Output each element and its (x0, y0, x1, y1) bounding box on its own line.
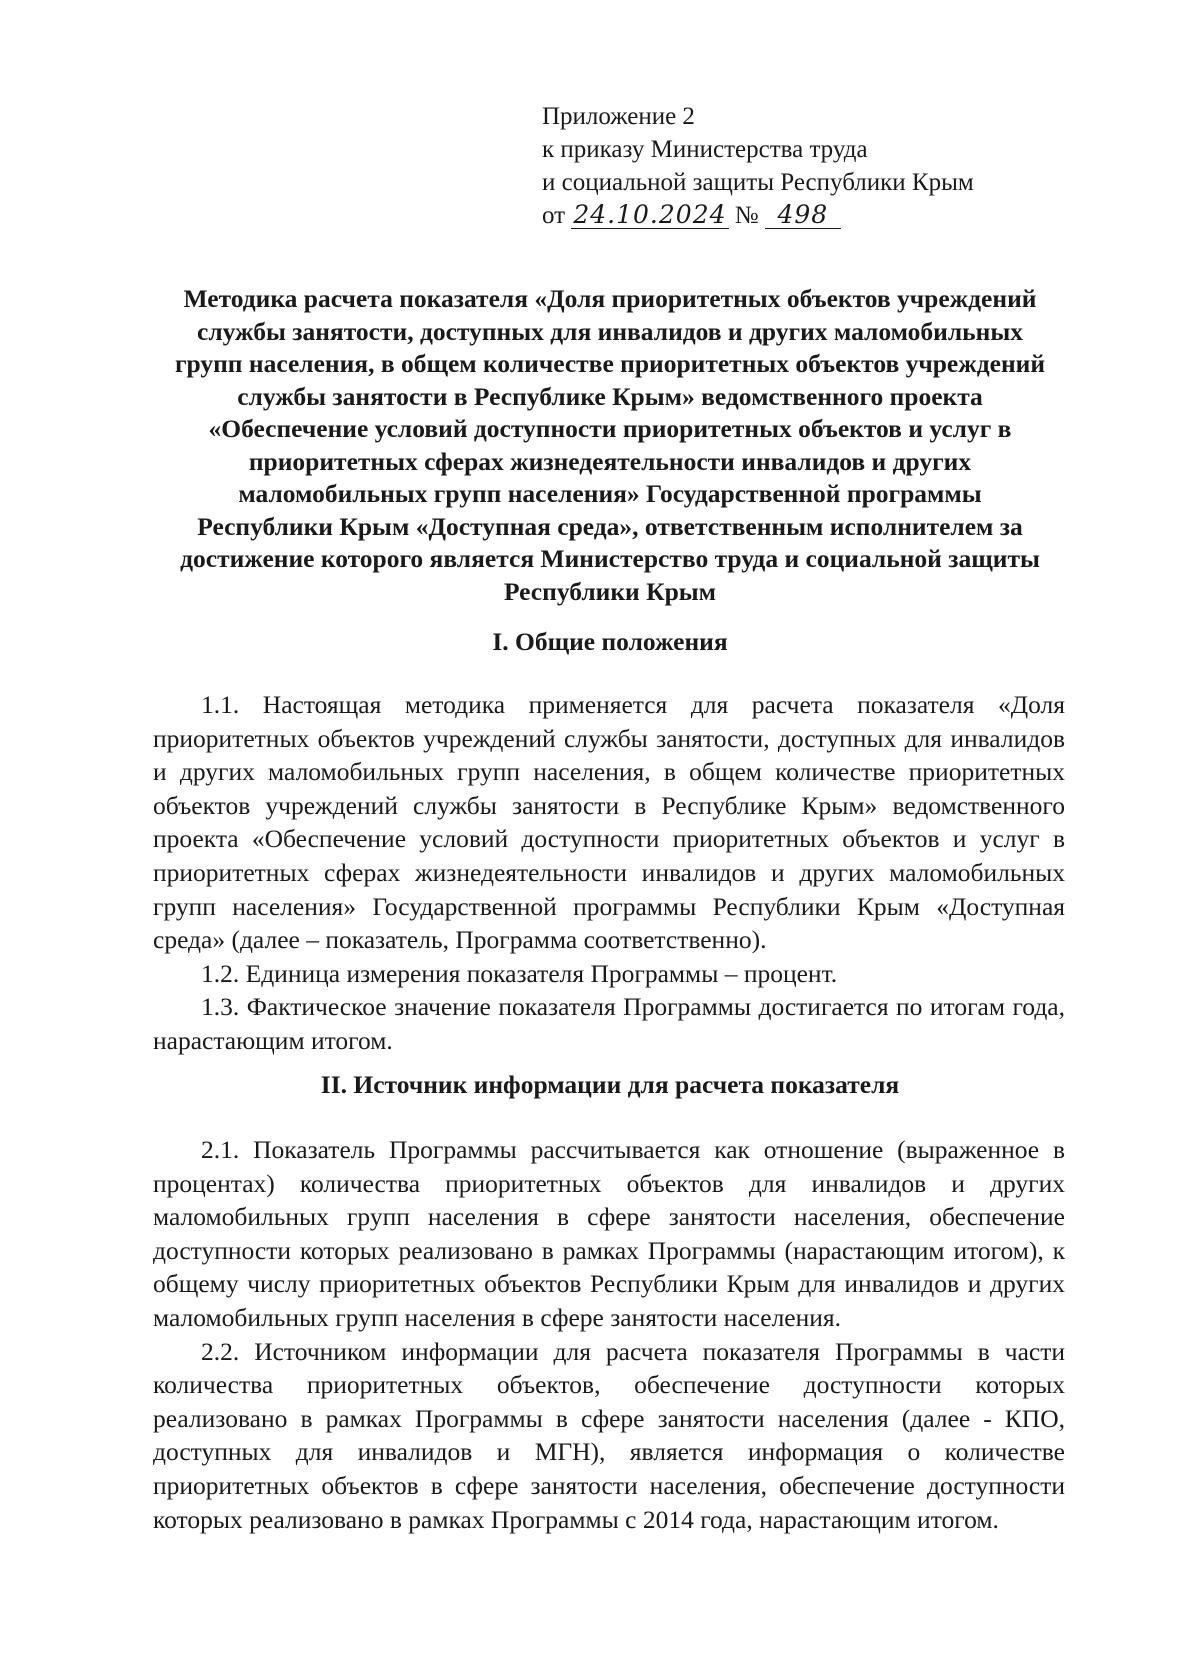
handwritten-date: 24.10.2024 (573, 200, 727, 229)
title-line: Республики Крым «Доступная среда», ответственным исполнителем за (197, 511, 1023, 541)
paragraph-2-1: 2.1. Показатель Программы рассчитывается как отношение (выраженное в процентах) количества приоритетных объектов для инвалидов и других маломобильных групп населения в сфере занятости населения, обеспечение доступности которых реализовано в рамках Программы (нарастающим итогом), к общему числу приоритетных объектов Республики Крым для инвалидов и других маломобильных групп населения в сфере занятости населения. (153, 1135, 1065, 1332)
appendix-date-line (542, 199, 1062, 232)
number-sign: № (734, 202, 759, 229)
title-line: Методика расчета показателя «Доля приоритетных объектов учреждений (183, 284, 1037, 313)
document-title (150, 283, 1070, 608)
appendix-line-2: к приказу Министерства труда (542, 136, 868, 163)
title-line: службы занятости в Республике Крым» ведомственного проекта (237, 381, 983, 411)
paragraph-1-1: 1.1. Настоящая методика применяется для расчета показателя «Доля приоритетных объектов учреждений службы занятости, доступных для инвалидов и других маломобильных групп населения, в общем количестве приоритетных объектов учреждений службы занятости в Республике Крым» ведомственного проекта «Обеспечение условий доступности приоритетных объектов и услуг в приоритетных сферах жизнедеятельности инвалидов и других маломобильных групп населения» Государственной программы Республики Крым «Доступная среда» (далее – показатель, Программа соответственно). (153, 690, 1065, 955)
appendix-block (542, 100, 1062, 232)
section-heading-source: II. Источник информации для расчета показателя (320, 1070, 900, 1099)
title-line: приоритетных сферах жизнедеятельности инвалидов и других (248, 446, 972, 476)
paragraph-1-2: 1.2. Единица измерения показателя Программы – процент. (201, 958, 838, 988)
title-line: маломобильных групп населения» Государственной программы (238, 479, 982, 508)
handwritten-number: 498 (765, 202, 841, 229)
appendix-line-1: Приложение 2 (542, 103, 695, 130)
title-line: службы занятости, доступных для инвалидов и других маломобильных (197, 316, 1023, 346)
title-line: достижение которого является Министерство труда и социальной защиты (180, 544, 1040, 573)
title-line: Республики Крым (503, 576, 717, 606)
appendix-line-3: и социальной защиты Республики Крым (542, 169, 974, 196)
section-heading-general: I. Общие положения (492, 627, 728, 656)
section-general-body (153, 688, 1065, 1058)
section-source-body (153, 1133, 1065, 1536)
date-prefix: от (542, 202, 566, 229)
title-line: групп населения, в общем количестве приоритетных объектов учреждений (174, 349, 1046, 378)
paragraph-2-2: 2.2. Источником информации для расчета показателя Программы в части количества приоритетных объектов, обеспечение доступности которых реализовано в рамках Программы в сфере занятости населения (далее - КПО, доступных для инвалидов и МГН), является информация о количестве приоритетных объектов в сфере занятости населения, обеспечение доступности которых реализовано в рамках Программы с 2014 года, нарастающим итогом. (153, 1336, 1065, 1534)
paragraph-1-3: 1.3. Фактическое значение показателя Программы достигается по итогам года, нарастающим итогом. (153, 992, 1065, 1055)
title-line: «Обеспечение условий доступности приоритетных объектов и услуг в (208, 414, 1012, 443)
